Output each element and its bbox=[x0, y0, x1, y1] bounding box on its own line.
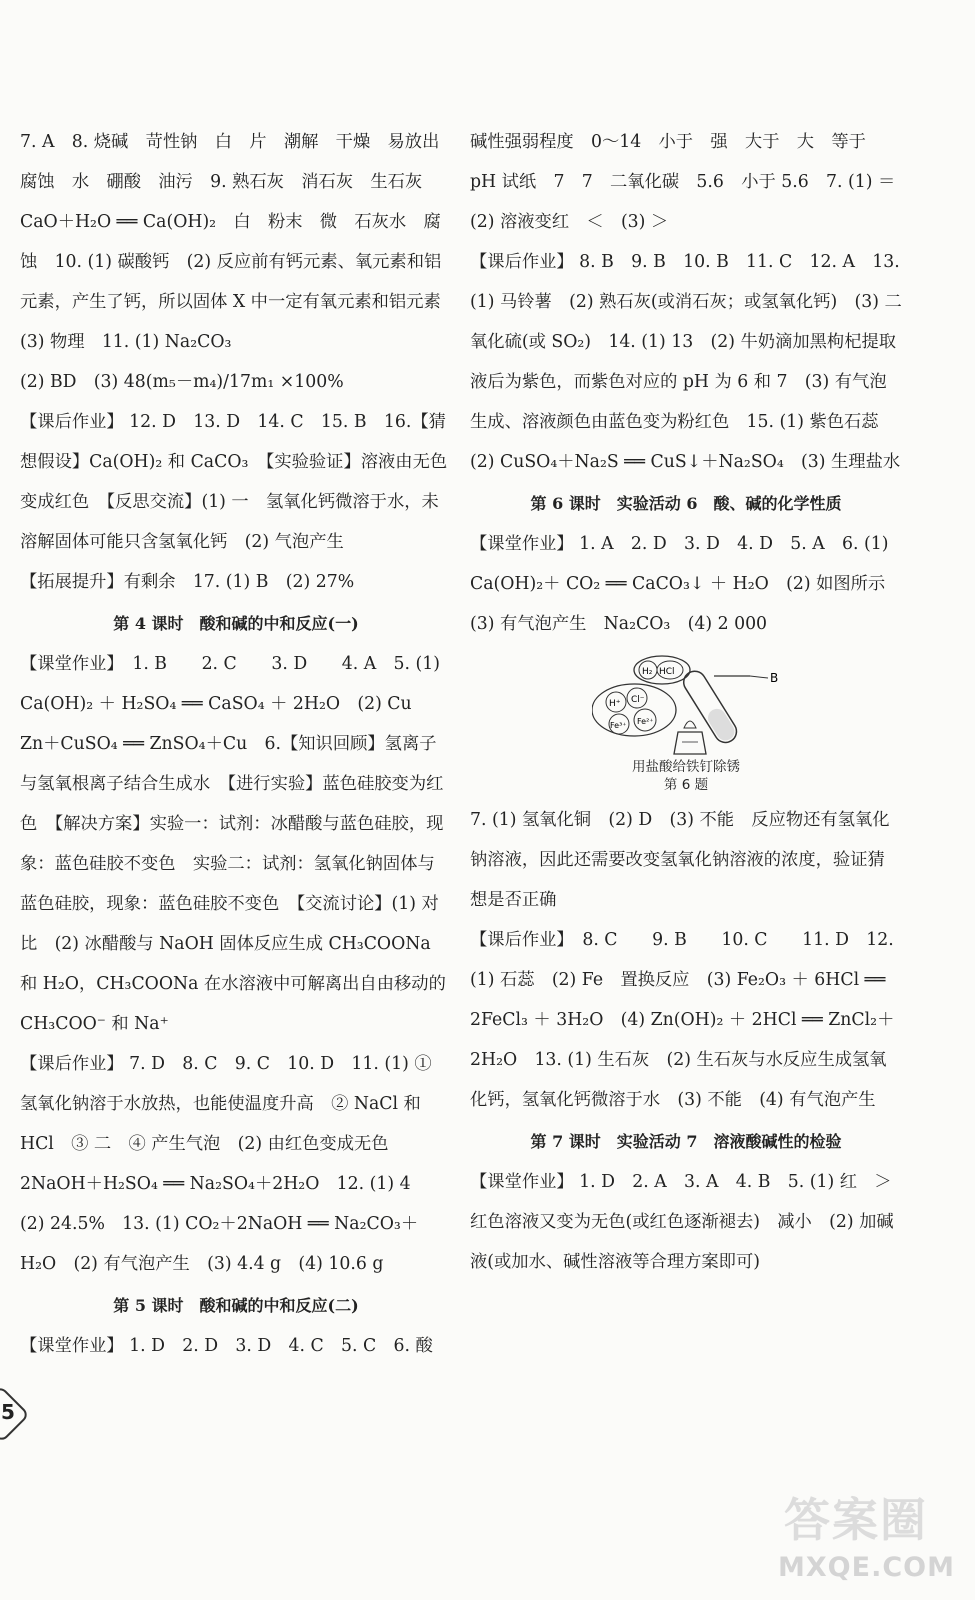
answer-paragraph: 【课堂作业】 1. A 2. D 3. D 4. D 5. A 6. (1) Ca(OH)₂＋ CO₂ ══ CaCO₃↓ ＋ H₂O (2) 如图所示 (3) 有气泡产生 Na₂CO₃ (4) 2 000 bbox=[470, 534, 903, 634]
answer-paragraph: 【课后作业】 7. D 8. C 9. C 10. D 11. (1) ① 氢氧化钠溶于水放热，也能使温度升高 ② NaCl 和 HCl ③ 二 ④ 产生气泡 (2) 由红色变成无色 2NaOH＋H₂SO₄ ══ Na₂SO₄＋2H₂O 12. (1) 4 (2) 24.5% 13. (1) CO₂＋2NaOH ══ Na₂CO₃＋H₂O (2) 有气泡产生 (3) 4.4 g (4) 10.6 g bbox=[20, 1054, 432, 1274]
answer-paragraph: (2) BD (3) 48(m₅－m₄)/17m₁ ×100% bbox=[20, 372, 344, 392]
ion-fe3: Fe³⁺ bbox=[610, 721, 627, 730]
answer-paragraph: 7. (1) 氢氧化铜 (2) D (3) 不能 反应物还有氢氧化钠溶液，因此还需要改变氢氧化钠溶液的浓度，验证猜想是否正确 bbox=[470, 810, 890, 910]
ion-cl: Cl⁻ bbox=[631, 695, 645, 705]
page-number: 5 bbox=[0, 1390, 24, 1434]
answer-paragraph: 【课堂作业】 1. D 2. D 3. D 4. C 5. C 6. 酸 bbox=[20, 1336, 433, 1356]
ion-h: H⁺ bbox=[609, 699, 621, 709]
right-column bbox=[470, 122, 913, 1282]
watermark-url: MXQE.COM bbox=[778, 1552, 955, 1583]
label-b: B bbox=[770, 671, 779, 685]
molecule-h2: H₂ bbox=[642, 667, 653, 677]
answer-paragraph: 【课后作业】 8. B 9. B 10. B 11. C 12. A 13. (1) 马铃薯 (2) 熟石灰(或消石灰；或氢氧化钙) (3) 二氧化硫(或 SO₂) 14. (1) 13 (2) 牛奶滴加黑枸杞提取液后为紫色，而紫色对应的 pH 为 6 和 7 (3) 有气泡生成、溶液颜色由蓝色变为粉红色 15. (1) 紫色石蕊 (2) CuSO₄＋Na₂S ══ CuS↓＋Na₂SO₄ (3) 生理盐水 bbox=[470, 252, 902, 472]
section-heading: 第 4 课时 酸和碱的中和反应(一) bbox=[113, 614, 359, 633]
answer-paragraph: 【课堂作业】 1. D 2. A 3. A 4. B 5. (1) 红 ＞ 红色溶液又变为无色(或红色逐渐褪去) 减小 (2) 加碱液(或加水、碱性溶液等合理方案即可) bbox=[470, 1172, 909, 1272]
ion-fe2: Fe²⁺ bbox=[637, 717, 654, 726]
figure-caption-title: 用盐酸给铁钉除锈 bbox=[632, 759, 740, 775]
answer-paragraph: 【课后作业】 8. C 9. B 10. C 11. D 12. (1) 石蕊 (2) Fe 置换反应 (3) Fe₂O₃ ＋ 6HCl ══ 2FeCl₃ ＋ 3H₂O (4) Zn(OH)₂ ＋ 2HCl ══ ZnCl₂＋2H₂O 13. (1) 生石灰 (2) 生石灰与水反应生成氢氧化钙，氢氧化钙微溶于水 (3) 不能 (4) 有气泡产生 bbox=[470, 930, 895, 1110]
figure-caption-number: 第 6 题 bbox=[663, 777, 709, 793]
section-heading: 第 5 课时 酸和碱的中和反应(二) bbox=[113, 1296, 359, 1315]
watermark bbox=[776, 1484, 966, 1592]
answer-paragraph: 7. A 8. 烧碱 苛性钠 白 片 潮解 干燥 易放出 腐蚀 水 硼酸 油污 9. 熟石灰 消石灰 生石灰 CaO＋H₂O ══ Ca(OH)₂ 白 粉末 微 石灰水 腐蚀 10. (1) 碳酸钙 (2) 反应前有钙元素、氧元素和铝元素，产生了钙，所以固体 X 中一定有氧元素和铝元素 (3) 物理 11. (1) Na₂CO₃ bbox=[20, 132, 459, 352]
watermark-logo: 答案圈 bbox=[784, 1493, 928, 1547]
answer-paragraph: 碱性强弱程度 0～14 小于 强 大于 大 等于 pH 试纸 7 7 二氧化碳 5.6 小于 5.6 7. (1) ＝ (2) 溶液变红 ＜ (3) ＞ bbox=[470, 132, 913, 232]
left-column bbox=[20, 122, 459, 1366]
answer-paragraph: 【拓展提升】有剩余 17. (1) B (2) 27% bbox=[20, 572, 355, 592]
molecule-hcl: HCl bbox=[659, 667, 675, 677]
section-heading: 第 6 课时 实验活动 6 酸、碱的化学性质 bbox=[530, 494, 842, 513]
section-heading: 第 7 课时 实验活动 7 溶液酸碱性的检验 bbox=[530, 1132, 842, 1151]
figure-rust-removal bbox=[470, 646, 902, 796]
answer-paragraph: 【课后作业】 12. D 13. D 14. C 15. B 16.【猜想假设】Ca(OH)₂ 和 CaCO₃ 【实验验证】溶液由无色变成红色 【反思交流】(1) 一 氢氧化钙微溶于水，未溶解固体可能只含氢氧化钙 (2) 气泡产生 bbox=[20, 412, 448, 552]
experiment-diagram bbox=[592, 648, 782, 760]
answer-paragraph: 【课堂作业】 1. B 2. C 3. D 4. A 5. (1) Ca(OH)₂ ＋ H₂SO₄ ══ CaSO₄ ＋ 2H₂O (2) Cu Zn＋CuSO₄ ══ ZnSO₄＋Cu 6.【知识回顾】氢离子与氢氧根离子结合生成水 【进行实验】蓝色硅胶变为红色 【解决方案】实验一：试剂：冰醋酸与蓝色硅胶，现象：蓝色硅胶不变色 实验二：试剂：氢氧化钠固体与蓝色硅胶，现象：蓝色硅胶不变色 【交流讨论】(1) 对比 (2) 冰醋酸与 NaOH 固体反应生成 CH₃COONa 和 H₂O，CH₃COONa 在水溶液中可解离出自由移动的 CH₃COO⁻ 和 Na⁺ bbox=[20, 654, 446, 1034]
